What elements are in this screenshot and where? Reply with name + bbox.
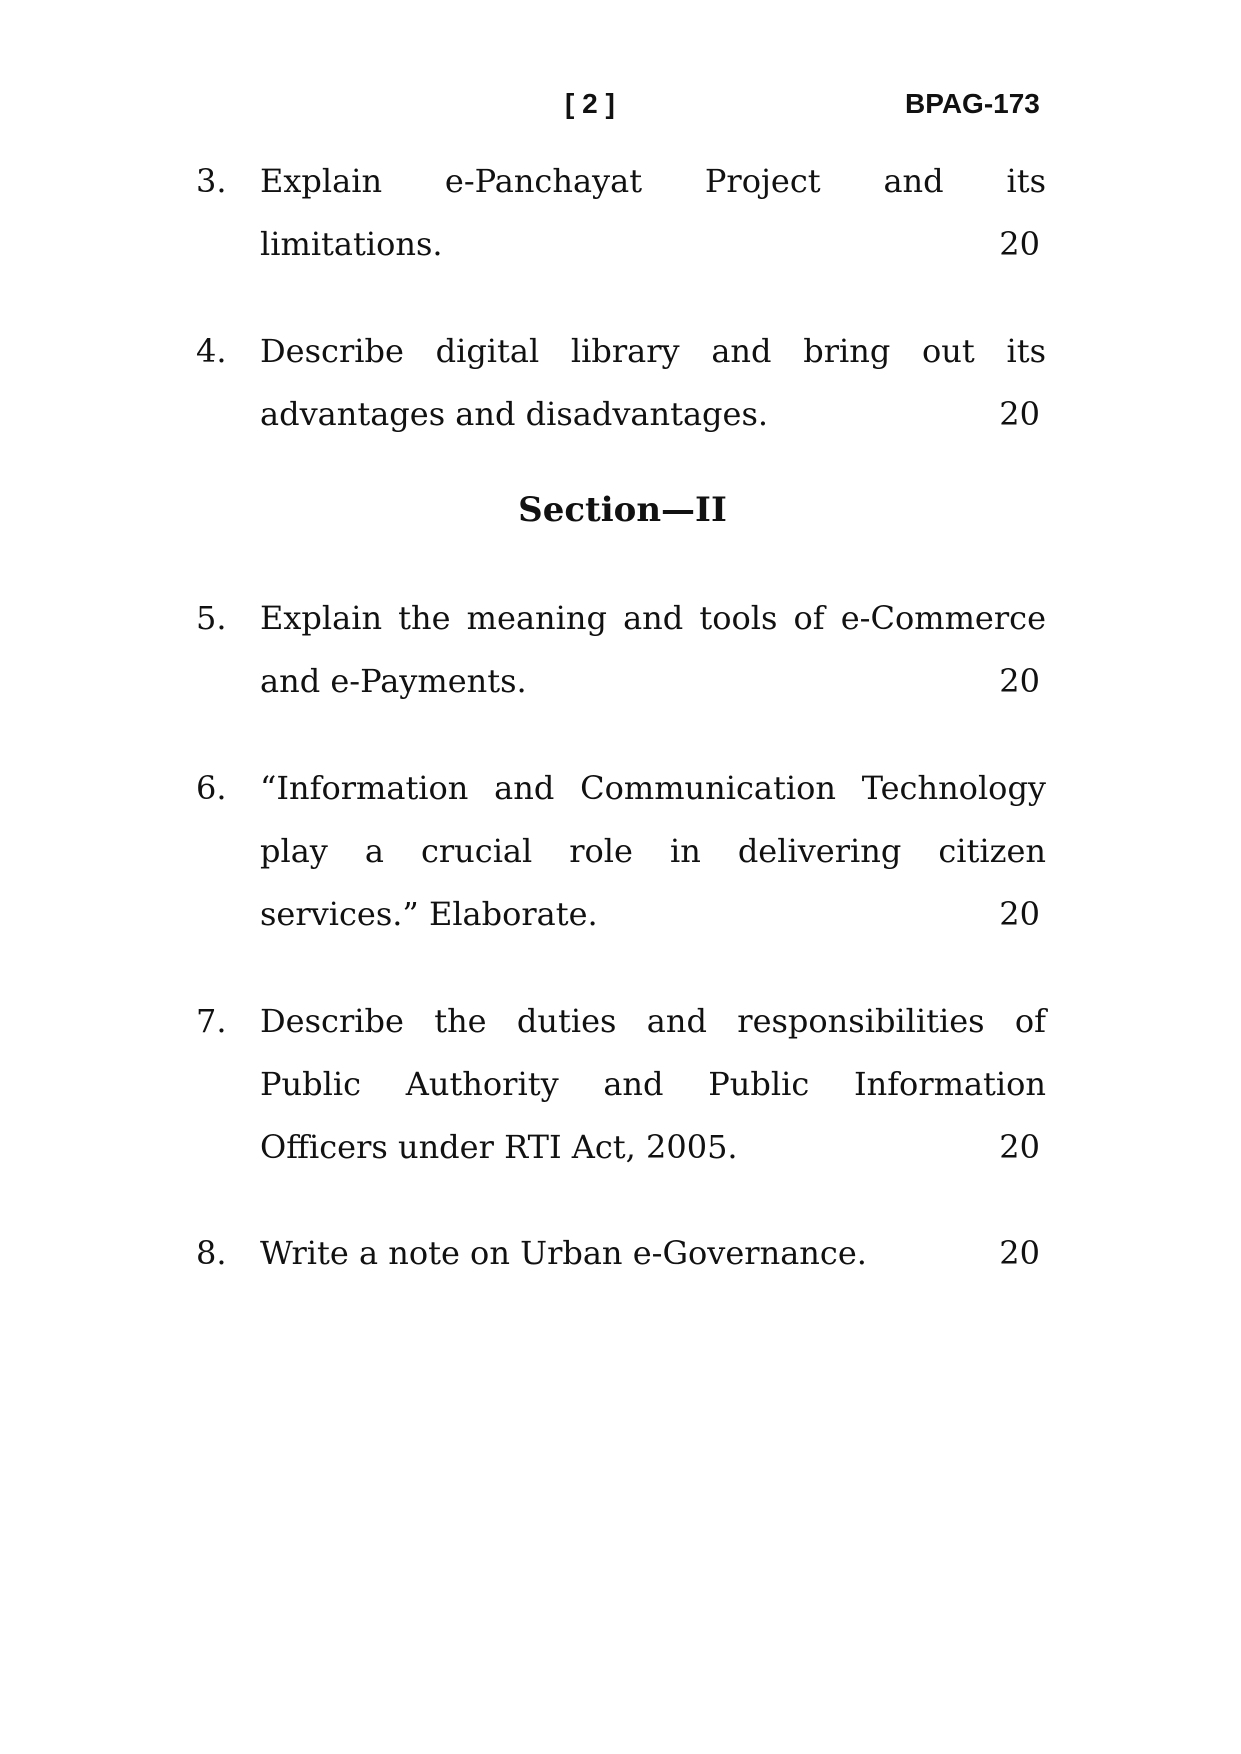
question-number: 6. (196, 769, 227, 807)
question-line-text: and e-Payments. (260, 662, 527, 700)
question-text (260, 320, 1046, 446)
question-line-text: services.” Elaborate. (260, 895, 598, 933)
question-line: Describe the duties and responsibilities of (260, 1002, 1046, 1040)
question-number: 7. (196, 1002, 227, 1040)
question-number: 5. (196, 599, 227, 637)
question-text (260, 1222, 1046, 1285)
question-line: play a crucial role in delivering citizen (260, 832, 1046, 870)
question-number: 8. (196, 1234, 227, 1272)
question-line-last (260, 383, 1046, 446)
question-line-text: Officers under RTI Act, 2005. (260, 1128, 738, 1166)
page-number: [ 2 ] (565, 88, 615, 119)
question-line-text: limitations. (260, 225, 443, 263)
question-line-last (260, 650, 1046, 713)
question-marks: 20 (999, 1128, 1040, 1166)
question-number: 4. (196, 332, 227, 370)
question-marks: 20 (999, 895, 1040, 933)
question-line-last (260, 883, 1046, 946)
question-marks: 20 (999, 225, 1040, 263)
question-marks: 20 (999, 395, 1040, 433)
question-line: Describe digital library and bring out its (260, 332, 1046, 370)
question-line: Explain e-Panchayat Project and its (260, 162, 1046, 200)
section-heading (0, 490, 1241, 530)
question-marks: 20 (999, 662, 1040, 700)
question-line-text: advantages and disadvantages. (260, 395, 769, 433)
question-text (260, 587, 1046, 713)
question-text (260, 990, 1046, 1179)
question-line-last (260, 1222, 1046, 1285)
question-line: Explain the meaning and tools of e-Commerce (260, 599, 1046, 637)
question-line-last (260, 213, 1046, 276)
question-line: “Information and Communication Technology (260, 769, 1046, 807)
question-text (260, 150, 1046, 276)
question-line: Public Authority and Public Information (260, 1065, 1046, 1103)
page-header (0, 88, 1241, 128)
question-text (260, 757, 1046, 946)
paper-code: BPAG-173 (905, 88, 1040, 119)
question-marks: 20 (999, 1234, 1040, 1272)
question-line-text: Write a note on Urban e-Governance. (260, 1234, 867, 1272)
question-line-last (260, 1116, 1046, 1179)
section-title: Section—II (518, 490, 727, 530)
question-number: 3. (196, 162, 227, 200)
